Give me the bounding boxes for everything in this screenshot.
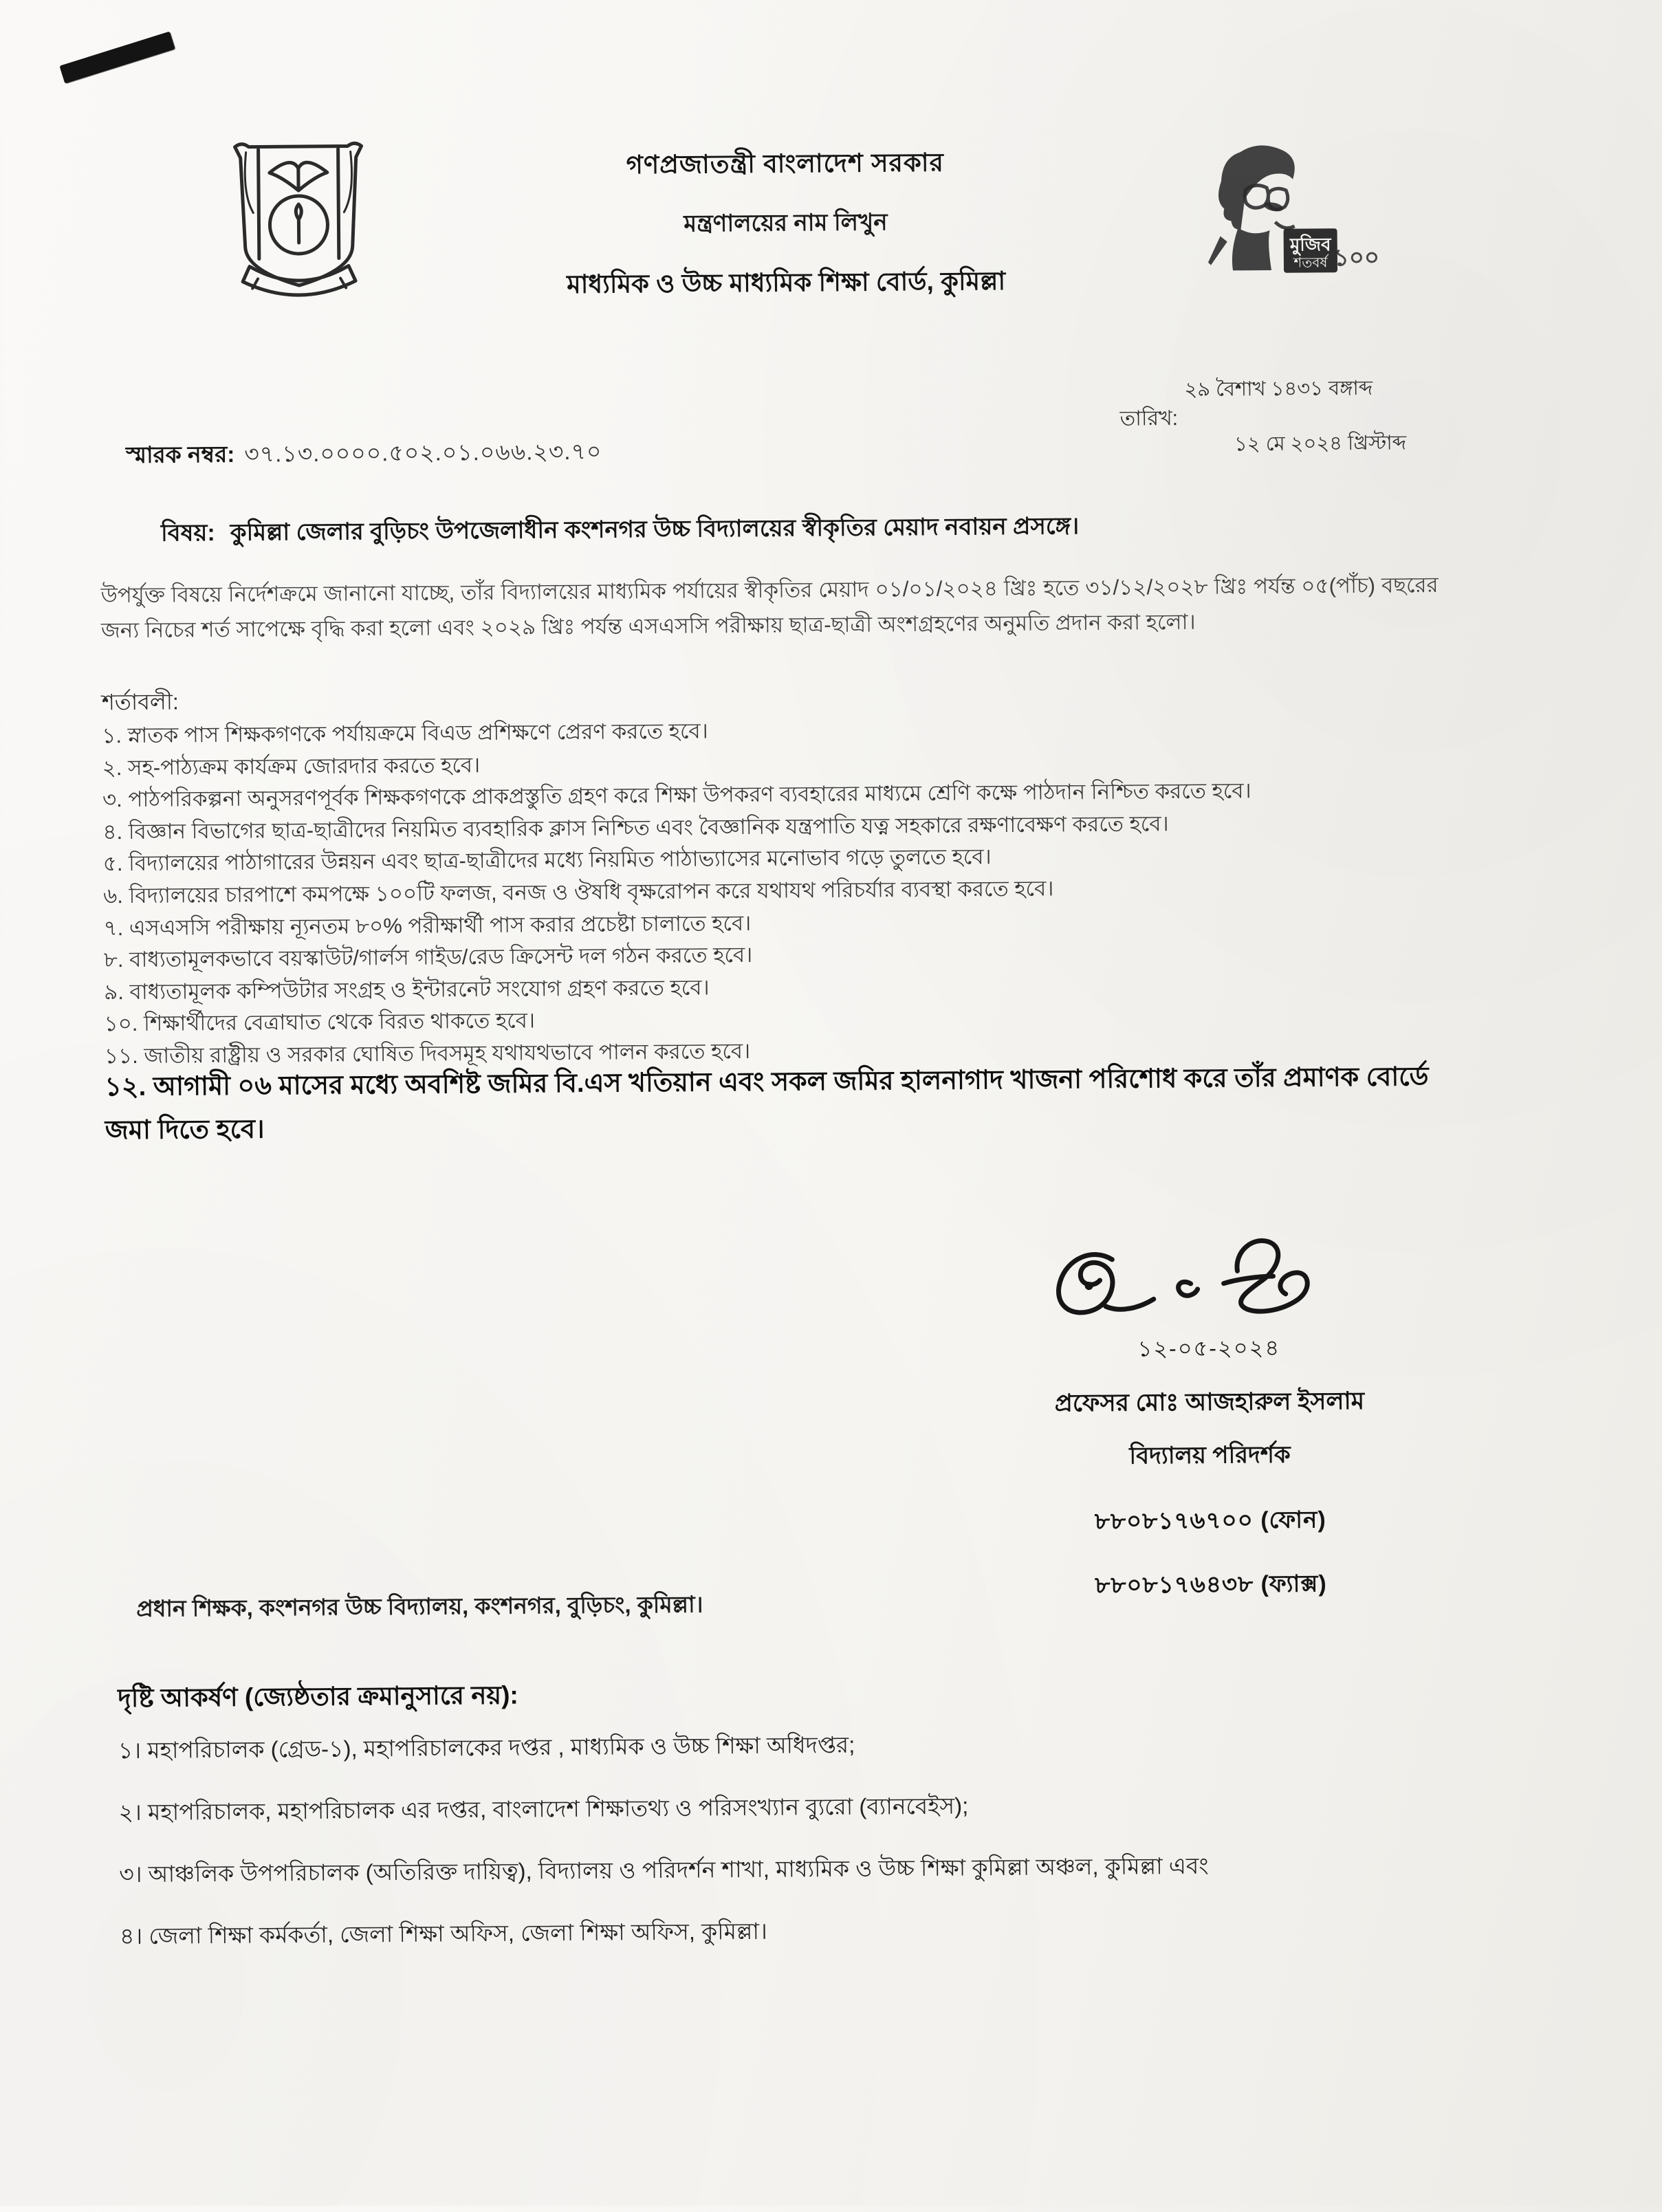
memo-number-line xyxy=(126,434,602,476)
subject-label: বিষয়: xyxy=(160,520,215,547)
attention-list xyxy=(118,1722,1482,1981)
body-paragraph: উপর্যুক্ত বিষয়ে নির্দেশক্রমে জানানো যাচ্ছে, তাঁর বিদ্যালয়ের মাধ্যমিক পর্যায়ের স্বীকৃতির মেয়াদ ০১/০১/২০২৪ খ্রিঃ হতে ৩১/১২/২০২৮ খ্রিঃ পর্যন্ত ০৫(পাঁচ) বছরের জন্য নিচের শর্ত সাপেক্ষে বৃদ্ধি করা হলো এবং ২০২৯ খ্রিঃ পর্যন্ত এসএসসি পরীক্ষায় ছাত্র-ছাত্রী অংশগ্রহণের অনুমতি প্রদান করা হলো। xyxy=(100,573,1439,643)
memo-number-value: ৩৭.১৩.০০০০.৫০২.০১.০৬৬.২৩.৭০ xyxy=(244,438,602,467)
conditions-heading: শর্তাবলী: xyxy=(101,689,179,715)
date-gregorian: ১২ মে ২০২৪ খ্রিস্টাব্দ xyxy=(1234,432,1407,456)
subject-text: কুমিল্লা জেলার বুড়িচং উপজেলাধীন কংশনগর উচ্চ বিদ্যালয়ের স্বীকৃতির মেয়াদ নবায়ন প্রসঙ্গে। xyxy=(230,513,1080,546)
svg-text:১০০: ১০০ xyxy=(1333,244,1380,272)
fax-number: ৮৮০৮১৭৬৪৩৮ (ফ্যাক্স) xyxy=(1095,1570,1327,1599)
memo-number-label: স্মারক নম্বর: xyxy=(125,441,235,468)
mujib-100-stamp-icon xyxy=(1192,125,1386,295)
ministry-placeholder-line: মন্ত্রণালয়ের নাম লিখুন xyxy=(684,209,888,237)
addressee-line: প্রধান শিক্ষক, কংশনগর উচ্চ বিদ্যালয়, কংশনগর, বুড়িচং, কুমিল্লা। xyxy=(136,1591,703,1621)
date-bangla: ২৯ বৈশাখ ১৪৩১ বঙ্গাব্দ xyxy=(1184,377,1373,401)
condition-item: ১০. শিক্ষার্থীদের বেত্রাঘাত থেকে বিরত থাকতে হবে। xyxy=(104,1008,536,1036)
education-board-crest-icon xyxy=(215,131,382,300)
signatory-name: প্রফেসর মোঃ আজহারুল ইসলাম xyxy=(1054,1387,1365,1417)
condition-item: ৭. এসএসসি পরীক্ষায় ন্যূনতম ৮০% পরীক্ষার্থী পাস করার প্রচেষ্টা চালাতে হবে। xyxy=(103,910,752,940)
subject-line xyxy=(161,505,1467,555)
condition-item: ১. স্নাতক পাস শিক্ষকগণকে পর্যায়ক্রমে বিএড প্রশিক্ষণে প্রেরণ করতে হবে। xyxy=(102,719,708,748)
signature-date: ১২-০৫-২০২৪ xyxy=(1137,1335,1281,1361)
condition-item: ৯. বাধ্যতামূলক কম্পিউটার সংগ্রহ ও ইন্টারনেট সংযোগ গ্রহণ করতে হবে। xyxy=(104,975,710,1005)
svg-text:মুজিব: মুজিব xyxy=(1289,234,1331,255)
conditions-list xyxy=(102,709,1445,1072)
condition-item: ১১. জাতীয় রাষ্ট্রীয় ও সরকার ঘোষিত দিবসমূহ যথাযথভাবে পালন করতে হবে। xyxy=(104,1038,751,1069)
condition-item: ৮. বাধ্যতামূলকভাবে বয়স্কাউট/গার্লস গাইড/রেড ক্রিসেন্ট দল গঠন করতে হবে। xyxy=(103,943,753,972)
condition-item: ৩. পাঠপরিকল্পনা অনুসরণপূর্বক শিক্ষকগণকে প্রাকপ্রস্তুতি গ্রহণ করে শিক্ষা উপকরণ ব্যবহারের মাধ্যমে শ্রেণি কক্ষে পাঠদান নিশ্চিত করতে হবে। xyxy=(102,778,1251,812)
attention-item: ১। মহাপরিচালক (গ্রেড-১), মহাপরিচালকের দপ্তর , মাধ্যমিক ও উচ্চ শিক্ষা অধিদপ্তর; xyxy=(118,1731,855,1764)
condition-item: ৪. বিজ্ঞান বিভাগের ছাত্র-ছাত্রীদের নিয়মিত ব্যবহারিক ক্লাস নিশ্চিত এবং বৈজ্ঞানিক যন্ত্রপাতি যত্ন সহকারে রক্ষণাবেক্ষণ করতে হবে। xyxy=(102,811,1169,844)
condition-item-12-bold: ১২. আগামী ০৬ মাসের মধ্যে অবশিষ্ট জমির বি.এস খতিয়ান এবং সকল জমির হালনাগাদ খাজনা পরিশোধ করে তাঁর প্রমাণক বোর্ডে জমা দিতে হবে। xyxy=(105,1062,1429,1146)
attention-item: ৩। আঞ্চলিক উপপরিচালক (অতিরিক্ত দায়িত্ব), বিদ্যালয় ও পরিদর্শন শাখা, মাধ্যমিক ও উচ্চ শিক্ষা কুমিল্লা অঞ্চল, কুমিল্লা এবং xyxy=(119,1852,1209,1887)
condition-item: ৫. বিদ্যালয়ের পাঠাগারের উন্নয়ন এবং ছাত্র-ছাত্রীদের মধ্যে নিয়মিত পাঠাভ্যাসের মনোভাব গড়ে তুলতে হবে। xyxy=(102,844,992,876)
phone-number: ৮৮০৮১৭৬৭০০ (ফোন) xyxy=(1094,1507,1326,1535)
attention-item: ৪। জেলা শিক্ষা কর্মকর্তা, জেলা শিক্ষা অফিস, জেলা শিক্ষা অফিস, কুমিল্লা। xyxy=(119,1918,767,1949)
attention-heading: দৃষ্টি আকর্ষণ (জ্যেষ্ঠতার ক্রমানুসারে নয়): xyxy=(118,1680,518,1713)
date-label: তারিখ: xyxy=(1119,407,1179,430)
handwritten-signature xyxy=(1031,1216,1327,1332)
signature-block xyxy=(972,1329,1448,1608)
scan-artifact-mark xyxy=(59,32,175,84)
attention-item: ২। মহাপরিচালক, মহাপরিচালক এর দপ্তর, বাংলাদেশ শিক্ষাতথ্য ও পরিসংখ্যান ব্যুরো (ব্যানবেইস); xyxy=(118,1793,969,1826)
condition-item: ২. সহ-পাঠ্যক্রম কার্যক্রম জোরদার করতে হবে। xyxy=(102,752,481,780)
svg-text:শতবর্ষ: শতবর্ষ xyxy=(1293,255,1328,271)
letterhead xyxy=(421,140,1151,308)
government-title: গণপ্রজাতন্ত্রী বাংলাদেশ সরকার xyxy=(626,148,945,179)
board-name: মাধ্যমিক ও উচ্চ মাধ্যমিক শিক্ষা বোর্ড, কুমিল্লা xyxy=(566,266,1006,298)
condition-item: ৬. বিদ্যালয়ের চারপাশে কমপক্ষে ১০০টি ফলজ, বনজ ও ঔষধি বৃক্ষরোপন করে যথাযথ পরিচর্যার ব্যবস্থা করতে হবে। xyxy=(102,876,1054,908)
signatory-designation: বিদ্যালয় পরিদর্শক xyxy=(1129,1441,1291,1469)
